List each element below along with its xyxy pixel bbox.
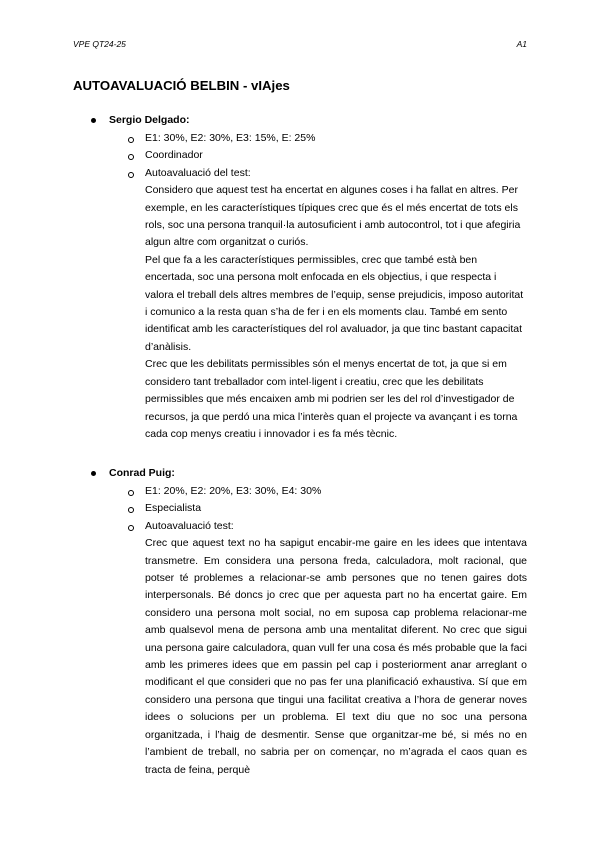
circle-bullet-icon: [128, 172, 134, 178]
member-section-sergio: [0, 112, 600, 443]
assessment-label: Autoavaluació del test:: [145, 166, 251, 179]
assessment-paragraph: Pel que fa a les característiques permissibles, crec que també està ben encertada, soc una persona molt enfocada en els objectius, i que respecta i valora el treball dels altres membres de l’equip, sense prejudicis, imposo autoritat i comunico a la resta quan s’ha de fer i en els moments clau. També em sento identificat amb les característiques del rol avaluador, ja que tinc bastant capacitat d’anàlisis.: [145, 253, 524, 353]
circle-bullet-icon: [128, 154, 134, 160]
header-group-code: A1: [516, 39, 527, 49]
member-name: Conrad Puig:: [109, 467, 175, 479]
assessment-text: [145, 535, 527, 779]
scores-item: [0, 130, 600, 147]
assessment-item: [0, 165, 600, 182]
assessment-label: Autoavaluació test:: [145, 519, 234, 532]
assessment-paragraph: Crec que les debilitats permissibles són el menys encertat de tot, ja que si em considero tant treballador com intel·ligent i creatiu, crec que les debilitats permissibles que més encaixen amb mi podrien ser les del rol d’investigador de recursos, ja que perdó una mica l’interès quan el projecte va avançant i es torna cada cop menys creatiu i innovador i es fa més tècnic.: [145, 358, 518, 440]
member-name: Sergio Delgado:: [109, 114, 190, 126]
assessment-item: [0, 518, 600, 535]
member-section-conrad: [0, 465, 600, 779]
scores-item: [0, 483, 600, 500]
circle-bullet-icon: [128, 490, 134, 496]
assessment-paragraph: Crec que aquest text no ha sapigut encabir-me gaire en les idees que intentava transmetre. Em considera una persona freda, calculadora, molt racional, que potser té problemes a relacionar-se amb persones que no tenen gaires dots interpersonals. Bé doncs jo crec que per aquesta part no ha encertat gaire. Em considero una persona molt social, no em suposa cap problema relacionar-me amb qualsevol mena de persona amb una mentalitat diferent. No crec que sigui una persona gaire calculadora, quan vull fer una cosa és més probable que la faci amb les primeres idees que em passin pel cap i posteriorment anar arreglant o modificant el que consideri que no pas fer una planificació exhaustiva. Sí que em considero una persona que tingui una facilitat creativa a l’hora de generar noves idees o solucions per un problema. El text diu que no soc una persona organitzada, i l’haig de desmentir. Sense que organitzar-me bé, si més no en l’ambient de treball, no sabria per on començar, no m’agrada el caos quan es tracta de feina, perquè: [145, 537, 527, 776]
role-item: [0, 500, 600, 517]
member-bullet: [0, 465, 600, 483]
assessment-paragraph: Considero que aquest test ha encertat en algunes coses i ha fallat en altres. Per exemple, en les característiques típiques crec que és el més encertat de tots els rols, soc una persona tranquil·la autosuficient i amb autocontrol, tot i que afegiria algun altre com organitzat o curiós.: [145, 184, 521, 249]
bullet-dot-icon: [91, 471, 96, 476]
header-course-code: VPE QT24-25: [73, 39, 126, 49]
role-item: [0, 147, 600, 164]
page-title: AUTOAVALUACIÓ BELBIN - vIAjes: [73, 78, 290, 93]
circle-bullet-icon: [128, 507, 134, 513]
circle-bullet-icon: [128, 525, 134, 531]
circle-bullet-icon: [128, 137, 134, 143]
member-scores: E1: 20%, E2: 20%, E3: 30%, E4: 30%: [145, 485, 322, 497]
bullet-dot-icon: [91, 118, 96, 123]
member-role: Especialista: [145, 502, 202, 515]
assessment-text: [145, 182, 527, 443]
member-role: Coordinador: [145, 149, 203, 162]
member-scores: E1: 30%, E2: 30%, E3: 15%, E: 25%: [145, 132, 316, 144]
member-bullet: [0, 112, 600, 130]
